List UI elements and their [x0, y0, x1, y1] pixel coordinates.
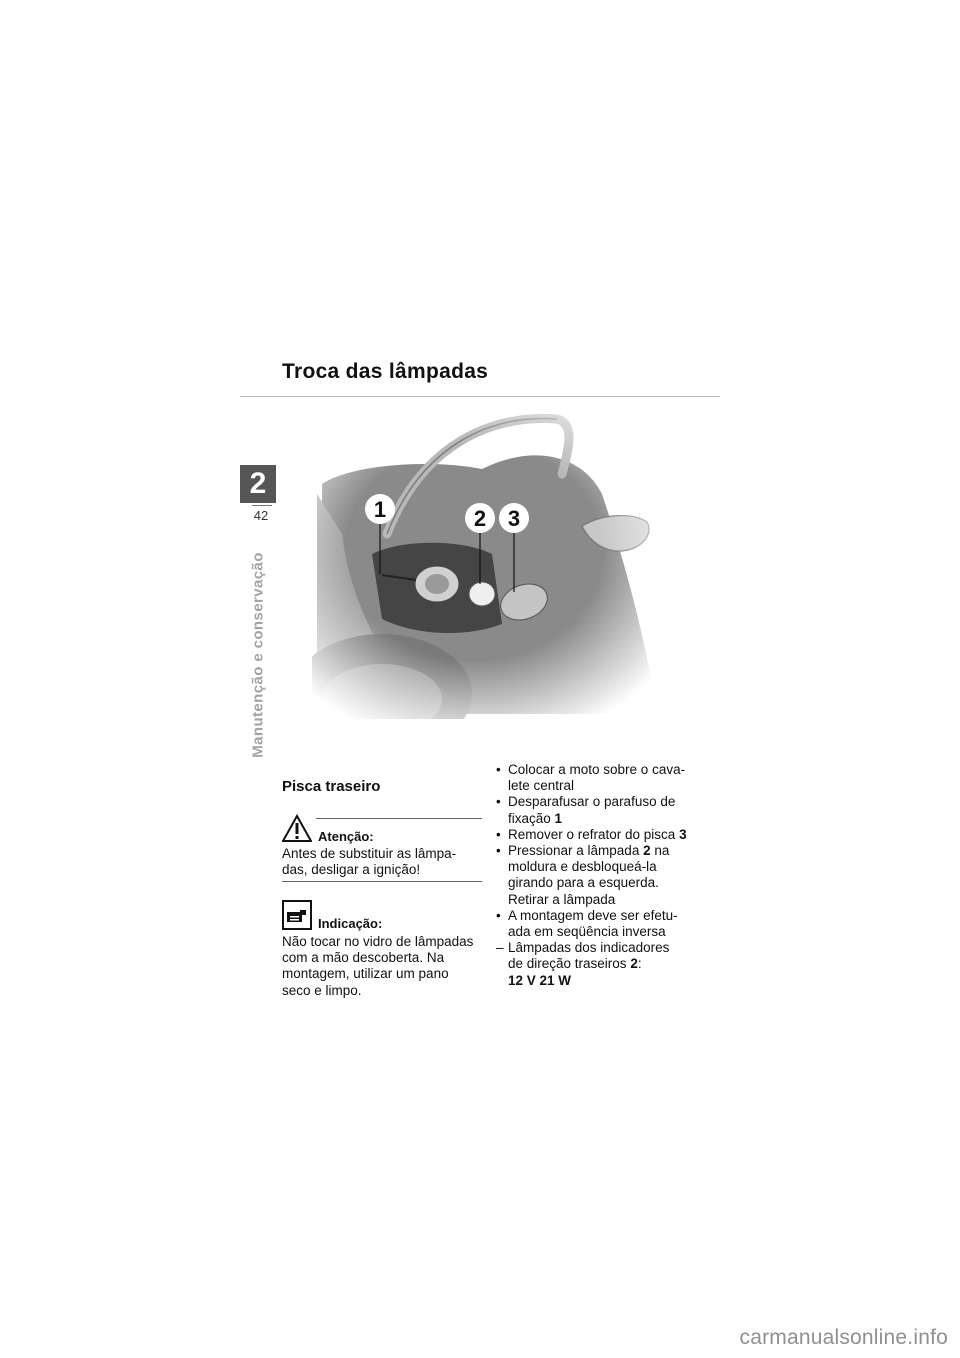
note-line: montagem, utilizar um pano — [282, 966, 449, 982]
part-ref: 2 — [643, 843, 651, 859]
bullet-mark: • — [496, 826, 501, 842]
callout-2 — [465, 503, 495, 533]
section-heading: Pisca traseiro — [282, 778, 381, 795]
bulb-spec: 12 V 21 W — [508, 972, 572, 988]
note-title: Indicação: — [318, 916, 383, 931]
callout-3 — [499, 503, 529, 533]
title-divider — [240, 396, 720, 397]
part-ref: 3 — [679, 826, 687, 842]
watermark-text: carmanualsonline.info — [739, 1326, 948, 1349]
chapter-side-label: Manutenção e conservação — [249, 552, 267, 758]
warning-line-1: Antes de substituir as lâmpa- — [282, 846, 457, 861]
list-item: • Pressionar a lâmpada 2 na moldura e desbloqueá-la girando para a esquerda. Retirar a lâmpada — [496, 843, 670, 907]
bullet-mark: • — [496, 843, 501, 859]
bullet-mark: • — [496, 907, 501, 923]
warning-title: Atenção: — [318, 829, 374, 844]
list-item: – Lâmpadas dos indicadores de direção traseiros 2: 12 V 21 W — [496, 940, 716, 989]
note-box — [282, 898, 482, 999]
chapter-number: 2 — [240, 465, 276, 503]
svg-text:1: 1 — [373, 497, 387, 522]
rear-indicator-illustration — [312, 414, 672, 719]
bullet-mark: • — [496, 794, 501, 810]
warning-top-rule — [316, 818, 482, 819]
steps-list — [496, 762, 716, 989]
note-line: Não tocar no vidro de lâmpadas — [282, 934, 474, 949]
list-item: • Desparafusar o parafuso de fixação 1 — [496, 794, 676, 826]
page-title: Troca das lâmpadas — [282, 360, 489, 383]
callout-1 — [365, 494, 395, 524]
list-item: • Remover o refrator do pisca 3 — [496, 826, 687, 842]
motorcycle-rear-drawing — [312, 414, 672, 719]
part-ref: 1 — [554, 810, 563, 826]
note-hand-icon — [282, 900, 312, 930]
svg-text:3: 3 — [507, 506, 521, 531]
warning-triangle-icon — [282, 814, 312, 842]
bullet-mark: • — [496, 762, 501, 777]
note-line: com a mão descoberta. Na — [282, 950, 445, 966]
warning-bottom-rule — [282, 881, 482, 882]
part-ref: 2 — [630, 956, 638, 972]
warning-line-2: das, desligar a ignição! — [282, 862, 421, 878]
list-item: • A montagem deve ser efetu- ada em seqüência inversa — [496, 907, 678, 940]
chapter-divider — [252, 505, 272, 506]
page-number: 42 — [253, 508, 269, 523]
warning-box — [282, 814, 482, 882]
dash-mark: – — [496, 940, 504, 956]
list-item: • Colocar a moto sobre o cava- lete central — [496, 762, 686, 794]
note-line: seco e limpo. — [282, 982, 362, 998]
svg-text:2: 2 — [473, 506, 487, 531]
